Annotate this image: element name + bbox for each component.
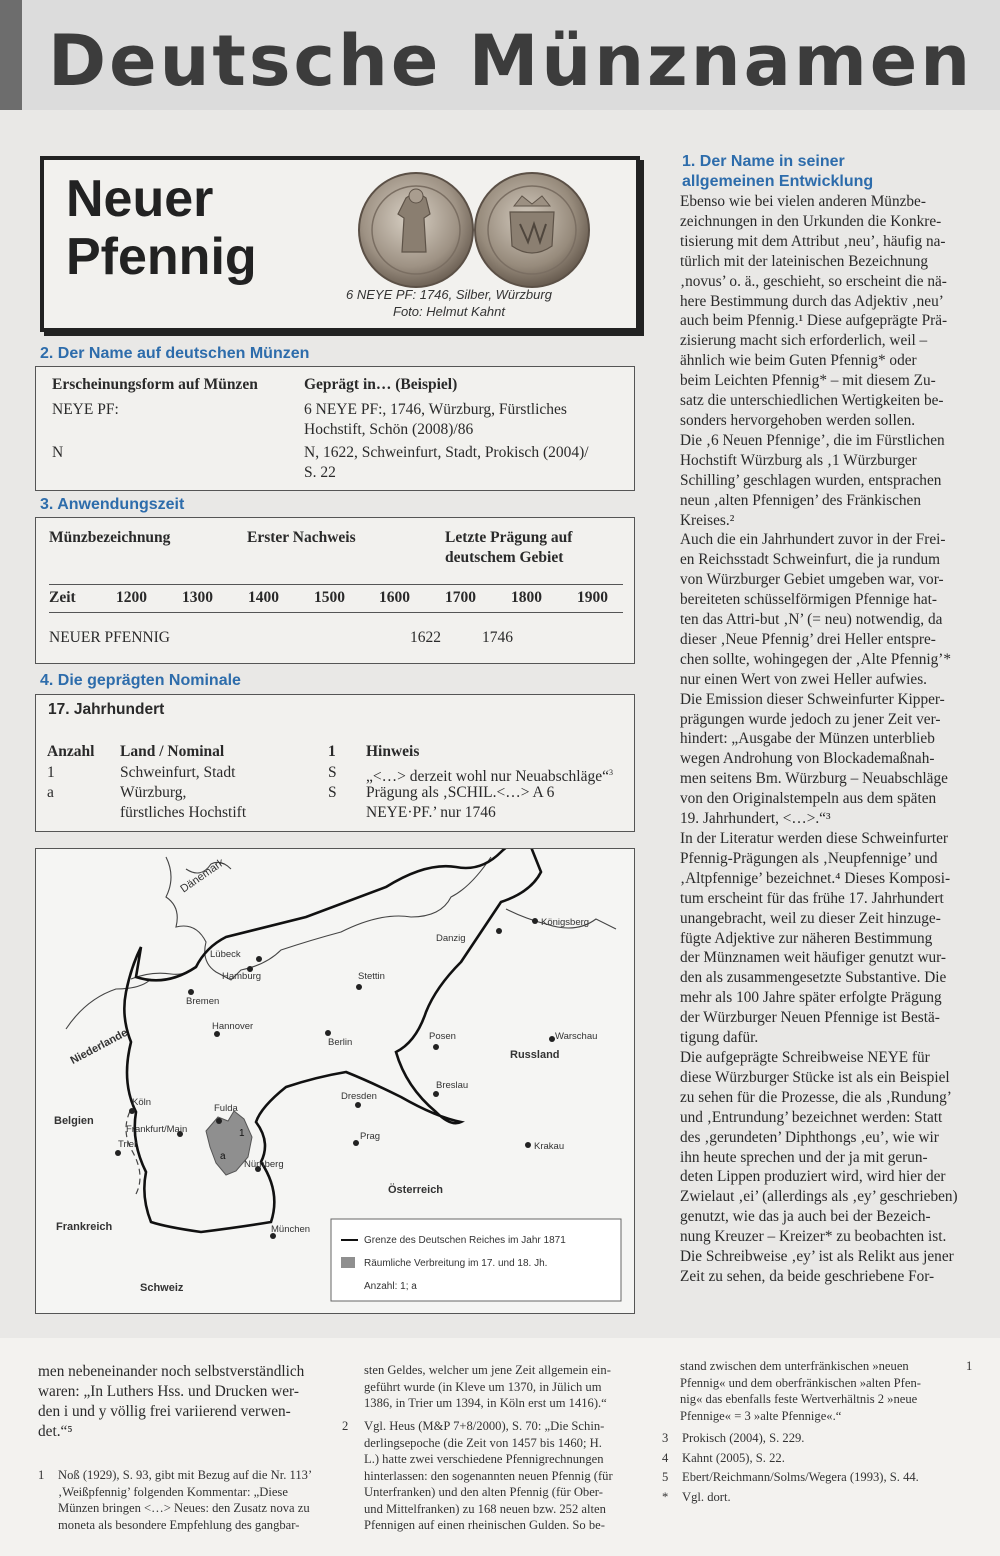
s3-header-muenz: Münzbezeichnung [49, 529, 171, 546]
footnote-1-text [58, 1467, 328, 1533]
section2-heading: 2. Der Name auf deutschen Münzen [40, 345, 310, 362]
footnote-1-line: Münzen bringen <…> Neues: den Zusatz nova zu [58, 1501, 310, 1515]
body-line: ihn heute sprechen und der ja mit gerun- [680, 1148, 928, 1166]
footnote-1-cont-line: 1386, in Trier um 1394, in Köln erst um 1416).“ [364, 1396, 607, 1410]
s3-year: 1300 [182, 589, 213, 606]
body-line: wegen Androhung von Blockademaßnah- [680, 750, 935, 768]
body-line: nung Kreuzer – Kreizer* zu beobachten ist. [680, 1228, 947, 1246]
map-label: Nürnberg [244, 1159, 284, 1170]
section1-heading-l2: allgemeinen Entwicklung [682, 173, 874, 190]
bottom-body-line: waren: „In Luthers Hss. und Drucken wer- [38, 1382, 299, 1400]
s2-row2-example-l2: S. 22 [304, 464, 336, 481]
s4-row1-land: Schweinfurt, Stadt [120, 764, 236, 781]
body-line: der Münznamen weit häufiger genutzt wur- [680, 949, 947, 967]
footnote-row [662, 1450, 962, 1470]
body-line: türlich mit der lateinischen Bezeichnung [680, 252, 929, 270]
s4-row1-hinweis-text: „<…> derzeit wohl nur Neuabschläge“ [366, 768, 609, 786]
s4-header-hinweis: Hinweis [366, 743, 420, 760]
body-line: men seitens Bm. Würzburg – Neuabschläge [680, 770, 948, 788]
s3-rule-bottom [49, 612, 623, 613]
coin-title-line2: Pfennig [66, 228, 257, 286]
map-label: Dresden [341, 1091, 377, 1102]
footnote-2-cont-line: Pfennig« und dem oberfränkischen »alten Pfen- [680, 1375, 921, 1390]
section3-table [35, 517, 635, 664]
s4-header-one: 1 [328, 743, 336, 760]
map-label: Prag [360, 1131, 381, 1142]
footnote-num: 3 [662, 1431, 669, 1445]
footnote-text: Kahnt (2005), S. 22. [682, 1450, 785, 1465]
bottom-body-text [38, 1362, 328, 1442]
footnote-1-line: Noß (1929), S. 93, gibt mit Bezug auf die Nr. 113’ [58, 1468, 313, 1482]
city-markers [115, 918, 555, 1239]
body-line: Die Emission dieser Schweinfurter Kipper- [680, 690, 945, 708]
s4-row2-land-l2: fürstliches Hochstift [120, 804, 247, 821]
s2-row2-form: N [52, 444, 64, 461]
s4-row2-land-l1: Würzburg, [120, 784, 187, 801]
footnote-row [662, 1489, 962, 1509]
s3-header-erster: Erster Nachweis [247, 529, 356, 546]
s3-header-letzte-l2: deutschem Gebiet [445, 549, 564, 566]
footnote-2-line: Unterfranken) und den alten Pfennig (für Ober- [364, 1485, 603, 1499]
body-line: Die aufgeprägte Schreibweise NEYE für [680, 1048, 930, 1066]
map-label: Bremen [186, 996, 220, 1007]
map-label: Berlin [328, 1037, 353, 1048]
footnote-num: 5 [662, 1470, 669, 1484]
body-line: des ‚gerundeten’ Diphthongs ‚eu’, wie wir [680, 1128, 939, 1146]
map-label: Frankreich [56, 1221, 113, 1233]
coin-photo [354, 170, 594, 290]
body-line: Zeit zu sehen, da beide geschriebene For- [680, 1267, 935, 1285]
map-label: Fulda [214, 1103, 238, 1114]
bottom-body-line: den i und y völlig frei variierend verwen- [38, 1402, 291, 1420]
s3-last-value: 1746 [482, 629, 513, 646]
body-line: Pfennig-Prägungen als ‚Neupfennige’ und [680, 849, 938, 867]
map-label: Schweiz [140, 1282, 184, 1294]
map-label: Königsberg [541, 917, 590, 928]
body-line: satz die unterschiedlichen Wertigkeiten be- [680, 392, 944, 410]
footnote-1-line: moneta als besondere Empfehlung des gangbar- [58, 1517, 300, 1532]
footnote-2-line: Vgl. Heus (M&P 7+8/2000), S. 70: „Die Schin- [364, 1419, 605, 1433]
body-line: zu sehen für die Prozesse, die als ‚Rundung’ [680, 1088, 952, 1106]
map-mark: a [220, 1151, 226, 1162]
body-line: der Würzburger Neuen Pfennige ist Bestä- [680, 1009, 940, 1027]
s2-col2-header: Geprägt in… (Beispiel) [304, 376, 458, 393]
s2-row1-example-l2: Hochstift, Schön (2008)/86 [304, 421, 474, 438]
body-line: Schilling’ geschlagen wurden, entsprachen [680, 471, 942, 489]
map-label: Köln [132, 1097, 152, 1108]
body-line: Die Schreibweise ‚ey’ ist als Relikt aus jener [680, 1248, 954, 1266]
body-line: ‚novus’ o. ä., geschieht, so erscheint die nä- [680, 272, 947, 290]
body-line: fügte Adjektive zur näheren Bestimmung [680, 929, 933, 947]
netherlands-coast [66, 979, 151, 1029]
s4-row2-anzahl: a [47, 784, 54, 801]
coin-caption [284, 286, 614, 320]
map-label: Danzig [436, 933, 466, 944]
body-line: dieser ‚Neue Pfennig’ drei Heller entspre- [680, 630, 936, 648]
footnote-num: * [662, 1489, 669, 1504]
s3-year: 1500 [314, 589, 345, 606]
s3-rule-top [49, 584, 623, 585]
body-line: tigung dafür. [680, 1029, 759, 1047]
section4-table [35, 694, 635, 832]
legend-area-label: Räumliche Verbreitung im 17. und 18. Jh. [364, 1258, 548, 1269]
footnote-1-num: 1 [38, 1468, 45, 1482]
footnote-2-text [364, 1418, 644, 1534]
body-line: Auch die ein Jahrhundert zuvor in der Frei- [680, 531, 946, 549]
body-line: Ebenso wie bei vielen anderen Münzbe- [680, 193, 926, 210]
map-label: Hannover [212, 1021, 254, 1032]
footnote-text: Vgl. dort. [682, 1489, 731, 1504]
s4-row1-col: S [328, 764, 337, 781]
body-line: auch beim Pfennig.¹ Diese aufgeprägte Prä- [680, 312, 948, 330]
body-line: ähnlich wie beim Guten Pfennig* oder [680, 352, 917, 370]
page-title: Deutsche Münznamen [48, 20, 974, 102]
map-label: Belgien [54, 1115, 94, 1127]
body-line: genutzt, wie das ja auch bei der Bezeich- [680, 1208, 931, 1226]
map-label: Stettin [358, 971, 385, 982]
section2-table [35, 366, 635, 491]
map-figure [35, 848, 635, 1314]
s2-row1-example-l1: 6 NEYE PF:, 1746, Würzburg, Fürstliches [304, 401, 567, 418]
footnote-1-continued [364, 1362, 644, 1412]
footnote-2-line: hinterlassen: den sogenannten neuen Pfennig (für [364, 1468, 613, 1483]
title-accent-stripe [0, 0, 22, 110]
body-line: nur einen Wert von zwei Heller aufwies. [680, 670, 927, 688]
s3-year: 1600 [379, 589, 410, 606]
body-line: chen sollte, wohingegen der ‚Alte Pfennig’* [680, 650, 952, 668]
body-line: en Reichsstadt Schweinfurt, die ja rundum [680, 551, 940, 569]
map-label: Trier [118, 1139, 138, 1150]
coastline [166, 857, 491, 980]
s2-row1-form: NEYE PF: [52, 401, 119, 418]
s2-row2-example-l1: N, 1622, Schweinfurt, Stadt, Prokisch (2004)/ [304, 444, 589, 461]
body-line: diese Würzburger Stücke ist als ein Beispiel [680, 1068, 950, 1086]
body-line: beim Leichten Pfennig* – mit diesem Zu- [680, 372, 936, 390]
footnote-2-line: Pfennigen auf einen rheinischen Gulden. So be- [364, 1518, 605, 1532]
body-line: mehr als 100 Jahre später erfolgte Prägung [680, 989, 942, 1007]
caption-line1: 6 NEYE PF: 1746, Silber, Würzburg [346, 287, 552, 302]
caption-line2: Foto: Helmut Kahnt [393, 304, 505, 319]
footnote-2-num: 2 [342, 1419, 349, 1433]
s4-row2-col: S [328, 784, 337, 801]
s3-row-name: NEUER PFENNIG [49, 629, 170, 646]
s4-row1-footnote-ref: 3 [609, 768, 613, 777]
body-line: deten Lippen produziert wird, wird hier der [680, 1168, 946, 1186]
s4-row2-hinweis-l1: Prägung als ‚SCHIL.<…> A 6 [366, 784, 555, 801]
s3-header-letzte-l1: Letzte Prägung auf [445, 529, 573, 546]
footnote-1-cont-line: sten Geldes, welcher um jene Zeit allgemein ein- [364, 1363, 611, 1377]
footnote-row [662, 1430, 962, 1450]
body-line: 19. Jahrhundert, <…>.“³ [680, 810, 831, 828]
section1-heading-l1: 1. Der Name in seiner [682, 153, 845, 170]
body-line: Hochstift Würzburg als ‚1 Würzburger [680, 451, 917, 469]
body-line: In der Literatur werden diese Schweinfurter [680, 830, 949, 847]
map-label: Russland [510, 1049, 560, 1061]
body-line: ‚Altpfennige’ bezeichnet.⁴ Dieses Komposi- [680, 869, 951, 887]
footnote-2-line: und Mittelfranken) zu 168 neuen bzw. 252 alten [364, 1501, 606, 1516]
s3-first-value: 1622 [410, 629, 441, 646]
footnote-text: Ebert/Reichmann/Solms/Wegera (1993), S. 44. [682, 1470, 919, 1484]
legend-count-label: Anzahl: 1; a [364, 1281, 417, 1292]
s3-year: 1700 [445, 589, 476, 606]
body-line: bereiteten schüsselförmigen Pfennige hat- [680, 591, 937, 609]
section3-heading: 3. Anwendungszeit [40, 496, 185, 513]
s3-year: 1200 [116, 589, 147, 606]
body-line: prägungen wurde jedoch zu jener Zeit ver- [680, 710, 941, 728]
footnote-text: Prokisch (2004), S. 229. [682, 1431, 805, 1445]
coin-title [66, 170, 257, 286]
map-label: Hamburg [222, 971, 262, 982]
body-line: ten das Attri-but ‚N’ (= neu) notwendig, da [680, 611, 943, 629]
body-line: neun ‚alten Pfennigen’ des Fränkischen [680, 491, 921, 509]
body-line: den als zusammengesetzte Substantive. Die [680, 969, 947, 987]
body-line: zeichnungen in den Urkunden die Konkre- [680, 212, 942, 230]
footnote-2-cont-line: nig« das ebenfalls feste Wertverhältnis 2 »neue [680, 1392, 918, 1406]
body-line: Kreises.² [680, 511, 735, 529]
s3-year: 1400 [248, 589, 279, 606]
body-line: tisierung mit dem Attribut ‚neu’, häufig na- [680, 232, 946, 250]
s4-row2-hinweis-l2: NEYE·PF.’ nur 1746 [366, 804, 496, 821]
margin-number: 1 [966, 1359, 973, 1373]
s4-row1-anzahl: 1 [47, 764, 55, 781]
s4-header-anzahl: Anzahl [47, 743, 95, 760]
bottom-body-line: men nebeneinander noch selbstverständlich [38, 1363, 305, 1380]
map-label: Dänemark [178, 856, 227, 896]
map-label: Österreich [388, 1184, 444, 1196]
footnote-row [662, 1469, 962, 1489]
body-line: unangebracht, weil zu dieser Zeit hinzuge- [680, 909, 941, 927]
s4-header-land: Land / Nominal [120, 743, 225, 760]
s3-year: 1900 [577, 589, 608, 606]
body-line: zisierung macht sich erforderlich, weil – [680, 332, 928, 350]
coin-feature-box [40, 156, 640, 332]
map-label: Posen [429, 1031, 456, 1042]
body-text-column [680, 192, 972, 1287]
footnote-2-line: derlingsepoche (die Zeit von 1457 bis 1460; H. [364, 1435, 602, 1450]
body-line: tum erscheint für das frühe 17. Jahrhundert [680, 889, 944, 907]
s3-zeit-label: Zeit [49, 589, 76, 606]
map-label: Lübeck [210, 949, 241, 960]
footnote-2-continued [680, 1358, 960, 1424]
map-label: Frankfurt/Main [126, 1124, 188, 1135]
map-mark: 1 [239, 1128, 245, 1139]
germany-map [36, 849, 634, 1313]
body-line: Zwielaut ‚ei’ (allerdings als ‚ey’ geschrieben) [680, 1188, 958, 1206]
section4-heading: 4. Die geprägten Nominale [40, 672, 241, 689]
body-line: here Bestimmung durch das Adjektiv ‚neu’ [680, 292, 944, 310]
footnotes-3-5 [662, 1430, 962, 1508]
coin-title-line1: Neuer [66, 170, 214, 228]
body-line: Die ‚6 Neuen Pfennige’, die im Fürstlichen [680, 431, 945, 449]
body-line: hindert: „Ausgabe der Münzen unterblieb [680, 730, 935, 748]
map-label: München [271, 1224, 311, 1235]
section1-heading [682, 152, 873, 192]
body-line: von Würzburger Gebiet umgeben war, vor- [680, 571, 944, 589]
map-label: Niederlande [68, 1026, 130, 1067]
body-line: sonders hervorgehoben werden sollen. [680, 411, 916, 429]
footnote-2-cont-line: stand zwischen dem unterfränkischen »neuen [680, 1359, 909, 1373]
s2-col1-header: Erscheinungsform auf Münzen [52, 376, 258, 393]
map-label: Breslau [436, 1080, 469, 1091]
map-label: Krakau [534, 1141, 565, 1152]
map-label: Warschau [555, 1031, 598, 1042]
footnote-2-line: L.) hatte zwei verschiedene Pfennigrechnungen [364, 1452, 604, 1466]
s4-century: 17. Jahrhundert [48, 701, 165, 718]
footnote-2-cont-line: Pfennige« = 3 »alte Pfennige«.“ [680, 1408, 842, 1423]
footnote-num: 4 [662, 1450, 669, 1465]
map-legend [331, 1219, 621, 1301]
body-line: und ‚Entrundung’ bezeichnet werden: Statt [680, 1108, 943, 1126]
legend-border-label: Grenze des Deutschen Reiches im Jahr 1871 [364, 1235, 566, 1246]
footnote-1-cont-line: geführt wurde (in Kleve um 1370, in Jülich um [364, 1379, 602, 1394]
s3-year: 1800 [511, 589, 542, 606]
bottom-body-line: det.“⁵ [38, 1422, 73, 1440]
body-line: von den Originalstempeln aus dem späten [680, 790, 937, 808]
footnote-1-line: ‚Weißpfennig’ folgenden Kommentar: „Diese [58, 1484, 288, 1499]
